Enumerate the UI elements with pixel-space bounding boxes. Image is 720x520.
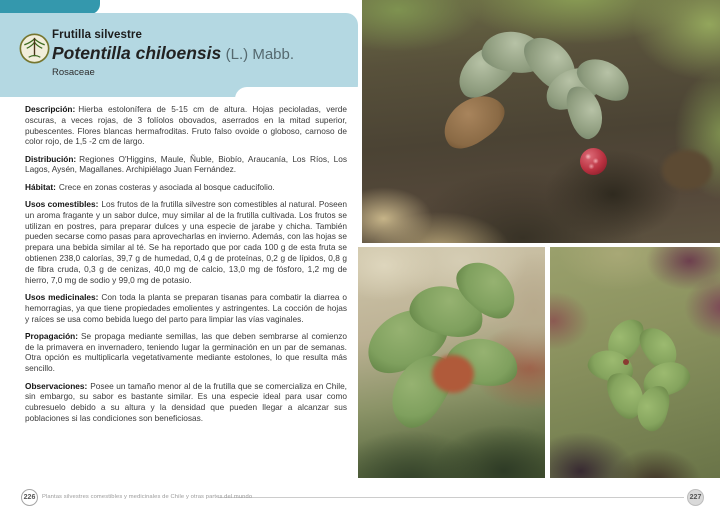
page-number-right: 227 bbox=[687, 489, 704, 506]
page-number-left: 226 bbox=[21, 489, 38, 506]
soil-patch bbox=[662, 150, 712, 190]
araucaria-tree-icon bbox=[19, 33, 50, 64]
section-text: Con toda la planta se preparan tisanas para combatir la diarrea o hemorragias, ya que tiene propiedades emolientes y astringentes. La cocción de hojas y raíces se usa como bebida luego del parto para limpiar las vías vaginales. bbox=[25, 291, 347, 324]
publisher-logo bbox=[19, 33, 50, 64]
section-observaciones bbox=[25, 381, 347, 424]
section-distribucion bbox=[25, 154, 347, 176]
red-fruit bbox=[580, 148, 607, 175]
section-label: Usos comestibles: bbox=[25, 199, 99, 210]
section-label: Hábitat: bbox=[25, 181, 56, 192]
section-text: Posee un tamaño menor al de la frutilla que se comercializa en Chile, sin embargo, su sabor es bastante similar. Es una especie ideal para usar como cubresuelo debido a su altura y la densidad que pueden llegar a alcanzar sus poblaciones si las condiciones son beneficiosas. bbox=[25, 380, 347, 423]
author-citation: (L.) Mabb. bbox=[225, 46, 295, 63]
red-leaf-patch bbox=[432, 355, 474, 393]
section-descripcion bbox=[25, 104, 347, 147]
photo-green-leaves bbox=[358, 247, 545, 478]
section-propagacion bbox=[25, 331, 347, 374]
photo-rosette-purple-leaves bbox=[550, 247, 720, 478]
section-text: Se propaga mediante semillas, las que deben sembrarse al comienzo de la primavera en invernadero, teniendo lugar la germinación en un par de semanas. Otra opción es multiplicarla vegetativamente mediante estolones, lo que resulta más sencillo. bbox=[25, 330, 347, 374]
section-label: Distribución: bbox=[25, 153, 77, 164]
section-usos-comestibles bbox=[25, 199, 347, 285]
section-text: Hierba estolonífera de 5-15 cm de altura. Hojas pecioladas, verde oscuras, a veces rojas, de 3 folíolos obovados, aserrados en la mitad superior, pubescentes. Flores blancas hermafroditas. Fruto falso ovoide o globoso, carnoso de color rojo, de 1,5 -2 cm de largo. bbox=[25, 104, 347, 147]
left-page-text-column bbox=[25, 104, 347, 430]
section-label: Descripción: bbox=[25, 104, 76, 114]
common-name: Frutilla silvestre bbox=[52, 29, 143, 41]
section-text: Crece en zonas costeras y asociada al bosque caducifolio. bbox=[58, 181, 275, 192]
header-band-notch bbox=[235, 87, 358, 99]
scientific-name-line bbox=[52, 43, 352, 64]
family-name: Rosaceae bbox=[52, 67, 95, 78]
header-accent-bar bbox=[0, 0, 100, 14]
section-usos-medicinales bbox=[25, 292, 347, 324]
scientific-name: Potentilla chiloensis bbox=[52, 43, 222, 63]
section-label: Usos medicinales: bbox=[25, 291, 99, 302]
photo-plant-with-fruit bbox=[362, 0, 720, 243]
rosette-center bbox=[623, 359, 629, 365]
book-title-running-footer: Plantas silvestres comestibles y medicinales de Chile y otras partes del mundo bbox=[42, 494, 253, 500]
header-titles bbox=[52, 29, 352, 78]
section-text: Regiones O'Higgins, Maule, Ñuble, Biobío, Araucanía, Los Ríos, Los Lagos, Aysén, Magallanes. Archipiélago Juan Fernández. bbox=[25, 153, 347, 175]
footer-rule bbox=[218, 497, 684, 498]
section-text: Los frutos de la frutilla silvestre son comestibles al natural. Poseen un aroma fragante y un sabor dulce, muy similar al de la frutilla cultivada. Los frutos se utilizan en postres, para preparar dulces y una especie de jarabe y chicha. También pueden secarse como pasas para aprovecharlas en invierno. Además, con las hojas se prepara una bebida similar al té. Se ha reportado que por cada 100 g de esta fruta se obtienen 238,0 calorías, 39,7 g de humedad, 0,4 g de proteínas, 0,2 g de lípidos, 0,8 g de fibra cruda, 0,3 g de cenizas, 40,0 mg de calcio, 13,0 mg de fósforo, 1,2 mg de hierro, 7,0 mg de sodio y 99,0 mg de potasio. bbox=[25, 199, 347, 285]
section-habitat bbox=[25, 182, 347, 193]
section-label: Propagación: bbox=[25, 330, 79, 341]
section-label: Observaciones: bbox=[25, 380, 88, 391]
